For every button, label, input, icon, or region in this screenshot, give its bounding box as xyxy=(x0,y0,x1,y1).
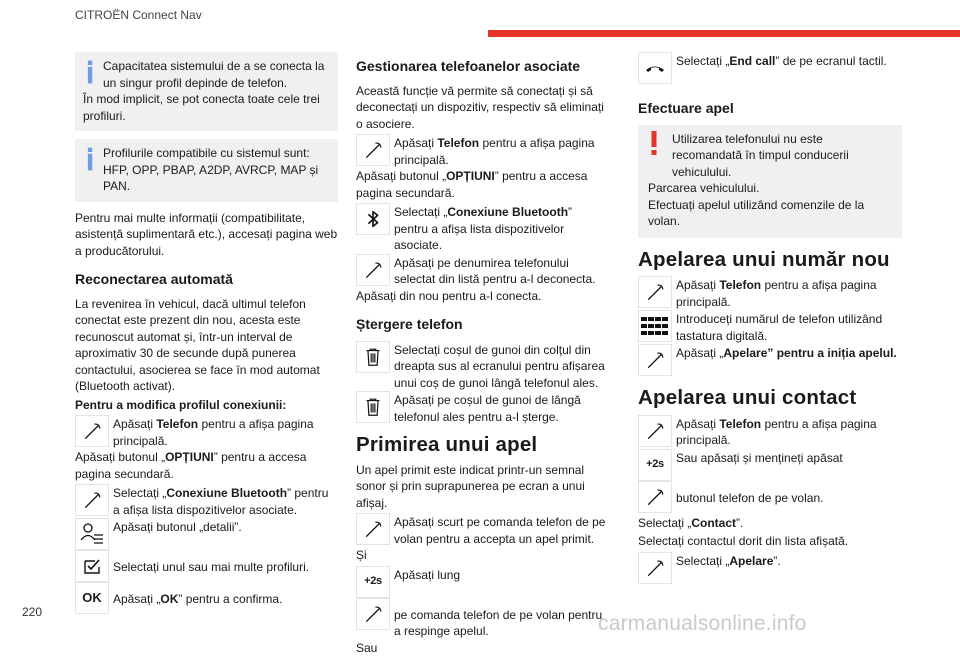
info-icon xyxy=(87,60,94,84)
step-text: Apăsați lung xyxy=(394,567,461,582)
step-details xyxy=(75,518,338,550)
step-ok xyxy=(75,582,338,614)
info-note-profile xyxy=(75,52,338,131)
step-text: Apăsați „Apelare” pentru a iniția apelul. xyxy=(676,346,897,360)
info-icon xyxy=(87,147,94,171)
details-icon xyxy=(75,518,109,550)
column-left xyxy=(75,52,338,614)
hold-2s-icon: +2s xyxy=(638,449,672,481)
step-text: Apăsați Telefon pentru a afișa pagina principală. xyxy=(676,278,877,309)
tap-hand-icon xyxy=(638,552,672,584)
section-heading: Reconectarea automată xyxy=(75,271,233,287)
step-text: Selectați „Conexiune Bluetooth” pentru a afișa lista dispozitivelor asociate. xyxy=(394,205,573,252)
ok-icon: OK xyxy=(75,582,109,614)
section-heading: Primirea unui apel xyxy=(356,433,538,456)
warning-text: Utilizarea telefonului nu este recomandată în timpul conducerii vehiculului. xyxy=(672,131,849,179)
tap-hand-icon xyxy=(356,598,390,630)
step-text: Apăsați „OK” pentru a confirma. xyxy=(113,592,283,606)
step-reject xyxy=(356,598,606,640)
step-hold xyxy=(638,449,902,481)
step-phone xyxy=(75,415,338,449)
paragraph: Selectați contactul dorit din lista afișată. xyxy=(638,534,849,548)
paragraph: Pentru mai multe informații (compatibilitate, asistență suplimentară etc.), accesați pagina web a producătorului. xyxy=(75,210,338,258)
step-hold xyxy=(356,566,606,598)
step-trash xyxy=(356,341,606,392)
step-text: Apăsați pe coșul de gunoi de lângă telefonul ales pentru a-l șterge. xyxy=(394,393,581,424)
step-keypad xyxy=(638,310,902,344)
trash-icon xyxy=(356,391,390,423)
step-text: Apăsați Telefon pentru a afișa pagina principală. xyxy=(394,136,595,167)
warning-text: Efectuați apelul utilizând comenzile de la volan. xyxy=(648,197,865,228)
step-text: Selectați coșul de gunoi din colțul din dreapta sus al ecranului pentru afișarea unui coș de gunoi lângă telefonul ales. xyxy=(394,342,605,390)
section-heading: Efectuare apel xyxy=(638,100,734,116)
hold-2s-icon: +2s xyxy=(356,566,390,598)
step-text: Apăsați pe denumirea telefonului selectat din listă pentru a-l deconecta. xyxy=(394,255,596,286)
step-bluetooth xyxy=(75,484,338,518)
keypad-icon xyxy=(638,310,672,342)
paragraph: Selectați „Contact”. xyxy=(638,515,744,530)
note-text: În mod implicit, se pot conecta toate cele trei profiluri. xyxy=(83,92,320,123)
tap-hand-icon xyxy=(638,481,672,513)
step-phone xyxy=(638,276,902,310)
bold-instruction: Pentru a modifica profilul conexiunii: xyxy=(75,397,287,412)
tap-hand-icon xyxy=(75,484,109,516)
header-accent-bar xyxy=(488,30,960,37)
section-heading: Apelarea unui număr nou xyxy=(638,247,890,271)
column-middle xyxy=(356,52,606,658)
step-bluetooth xyxy=(356,203,606,254)
tap-hand-icon xyxy=(356,254,390,286)
tap-hand-icon xyxy=(638,344,672,376)
step-phone xyxy=(638,415,902,449)
note-text: Profilurile compatibile cu sistemul sunt: HFP, OPP, PBAP, A2DP, AVRCP, MAP și PAN. xyxy=(103,146,319,193)
step-text: pe comanda telefon de pe volan pentru a respinge apelul. xyxy=(394,607,603,638)
bluetooth-icon xyxy=(356,203,390,235)
note-text: Capacitatea sistemului de a se conecta la un singur profil depinde de telefon. xyxy=(103,59,325,90)
paragraph: Apăsați butonul „OPȚIUNI” pentru a accesa pagina secundară. xyxy=(75,450,307,481)
trash-icon xyxy=(356,341,390,373)
paragraph: Un apel primit este indicat printr-un semnal sonor și prin suprapunerea pe ecran a unui afișaj. xyxy=(356,462,585,510)
column-right xyxy=(638,52,902,584)
step-apelare xyxy=(638,552,902,584)
step-disconnect xyxy=(356,254,606,288)
step-text: butonul telefon de pe volan. xyxy=(676,490,824,505)
step-text: Apăsați butonul „detalii”. xyxy=(113,520,242,534)
step-text: Apăsați Telefon pentru a afișa pagina principală. xyxy=(676,416,877,447)
step-text: Sau apăsați și mențineți apăsat xyxy=(676,450,843,465)
step-accept xyxy=(356,513,606,547)
tap-hand-icon xyxy=(75,415,109,447)
step-text: Selectați „Conexiune Bluetooth” pentru a afișa lista dispozitivelor asociate. xyxy=(113,486,329,517)
step-trash-delete xyxy=(356,391,606,425)
watermark: carmanualsonline.info xyxy=(598,612,807,635)
tap-hand-icon xyxy=(638,276,672,308)
paragraph: Și xyxy=(356,548,367,562)
section-heading: Apelarea unui contact xyxy=(638,386,857,409)
paragraph: Această funcție vă permite să conectați și să deconectați un dispozitiv, respectiv să eliminați o asociere. xyxy=(356,83,604,131)
warning-text: Parcarea vehiculului. xyxy=(648,181,760,195)
tap-hand-icon xyxy=(356,513,390,545)
paragraph: Sau xyxy=(356,640,378,655)
step-phone xyxy=(356,134,606,168)
step-profiles xyxy=(75,550,338,582)
step-end-call xyxy=(638,52,902,84)
page-number: 220 xyxy=(22,605,43,619)
warning-icon xyxy=(650,131,658,155)
section-heading: Gestionarea telefoanelor asociate xyxy=(356,58,581,74)
step-text: Introduceți numărul de telefon utilizând tastatura digitală. xyxy=(676,312,883,343)
step-wheel-button xyxy=(638,481,902,513)
info-note-compatible xyxy=(75,139,338,202)
end-call-icon xyxy=(638,52,672,84)
step-text: Selectați „End call” de pe ecranul tactil. xyxy=(676,54,887,68)
step-text: Selectați „Apelare”. xyxy=(676,553,781,568)
step-text: Apăsați Telefon pentru a afișa pagina principală. xyxy=(113,417,314,448)
paragraph: La revenirea în vehicul, dacă ultimul telefon conectat este prezent din nou, acesta este recunoscut automat și, într-un interval de aproximativ 30 de secunde după punerea contactului, asocierea se face în mod automat (Bluetooth activat). xyxy=(75,296,320,393)
step-call xyxy=(638,344,902,376)
step-text: Selectați unul sau mai multe profiluri. xyxy=(113,560,310,574)
step-text: Apăsați scurt pe comanda telefon de pe volan pentru a accepta un apel primit. xyxy=(394,515,606,546)
warning-note xyxy=(638,125,902,238)
section-heading: Ștergere telefon xyxy=(356,316,463,332)
header-title: CITROËN Connect Nav xyxy=(75,8,202,22)
tap-hand-icon xyxy=(356,134,390,166)
checkbox-icon xyxy=(75,550,109,582)
tap-hand-icon xyxy=(638,415,672,447)
paragraph: Apăsați din nou pentru a-l conecta. xyxy=(356,288,542,303)
paragraph: Apăsați butonul „OPȚIUNI” pentru a accesa pagina secundară. xyxy=(356,169,588,200)
